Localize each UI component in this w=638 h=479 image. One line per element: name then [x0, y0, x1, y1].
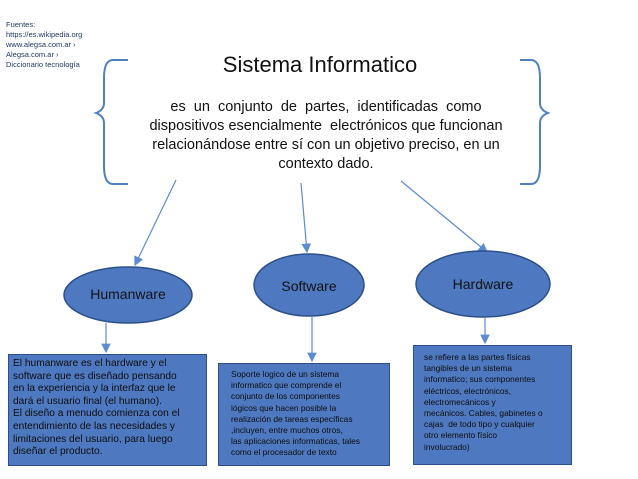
connector-to-software: [301, 183, 307, 252]
sources-line: www.alegsa.com.ar ›: [6, 40, 76, 49]
definition-line: contexto dado.: [278, 156, 374, 172]
software-description-line: conjunto de los componentes: [231, 391, 340, 402]
hardware-description-line: eléctricos, electrónicos,: [424, 385, 512, 396]
hardware-description-line: involucrado): [424, 441, 470, 452]
hardware-description-line: electromecánicos y: [424, 396, 496, 407]
software-description-line: Soporte logico de un sistema: [231, 369, 340, 379]
definition-line: relacionándose entre sí con un objetivo preciso, en un: [152, 137, 500, 153]
software-label: Software: [281, 278, 337, 294]
definition-line: es un conjunto de partes, identificadas como: [170, 99, 482, 115]
humanware-description-line: en la experiencia y la interfaz que le: [13, 383, 176, 395]
humanware-description-box: [8, 354, 207, 466]
connector-to-hardware: [401, 181, 487, 252]
hardware-description-line: cajas de todo tipo y cualquier: [424, 419, 535, 430]
humanware-description-line: El diseño a menudo comienza con el: [13, 408, 180, 420]
hardware-description-line: se refiere a las partes físicas: [424, 352, 531, 362]
software-description-line: como el procesador de texto: [231, 447, 337, 458]
hardware-description-line: otro elemento físico: [424, 430, 498, 441]
left-bracket: [96, 60, 128, 184]
hardware-description-line: informatico; sus componentes: [424, 374, 536, 385]
connector-to-humanware: [135, 180, 176, 265]
sources-line: Alegsa.com.ar ›: [6, 50, 59, 59]
software-description-line: ,incluyen, entre muchos otros,: [231, 425, 343, 436]
software-description-line: las aplicaciones informaticas, tales: [231, 436, 360, 447]
definition-text: [126, 98, 526, 174]
hardware-description-box: [413, 345, 572, 465]
humanware-description-line: entendimiento de las necesidades y: [13, 420, 175, 432]
hardware-label: Hardware: [452, 276, 514, 292]
humanware-description-line: El humanware es el hardware y el: [13, 358, 167, 369]
sources-line: Fuentes:: [6, 20, 36, 29]
definition-line: dispositivos esencialmente electrónicos que funcionan: [149, 118, 503, 134]
software-description-line: realización de tareas específicas: [231, 413, 353, 424]
humanware-description-line: dará el usuario final (el humano).: [13, 395, 162, 407]
humanware-label: Humanware: [90, 286, 166, 302]
software-description-line: informatico que comprende el: [231, 380, 342, 391]
software-description-box: [218, 363, 390, 466]
diagram-title: Sistema Informatico: [222, 52, 418, 77]
sources-note: [6, 20, 116, 70]
humanware-description-line: diseñar el producto.: [13, 446, 103, 458]
sources-line: https://es.wikipedia.org: [6, 30, 83, 39]
hardware-description-line: tangibles de un sistema: [424, 363, 512, 374]
hardware-description-line: mecánicos.​ Cables, gabinetes o: [424, 408, 543, 419]
software-description-line: lógicos que hacen posible la: [231, 402, 337, 413]
sources-line: Diccionario tecnología: [6, 60, 80, 69]
humanware-description-line: limitaciones del usuario, para luego: [13, 433, 173, 445]
humanware-description-line: software que es diseñado pensando: [13, 370, 177, 382]
